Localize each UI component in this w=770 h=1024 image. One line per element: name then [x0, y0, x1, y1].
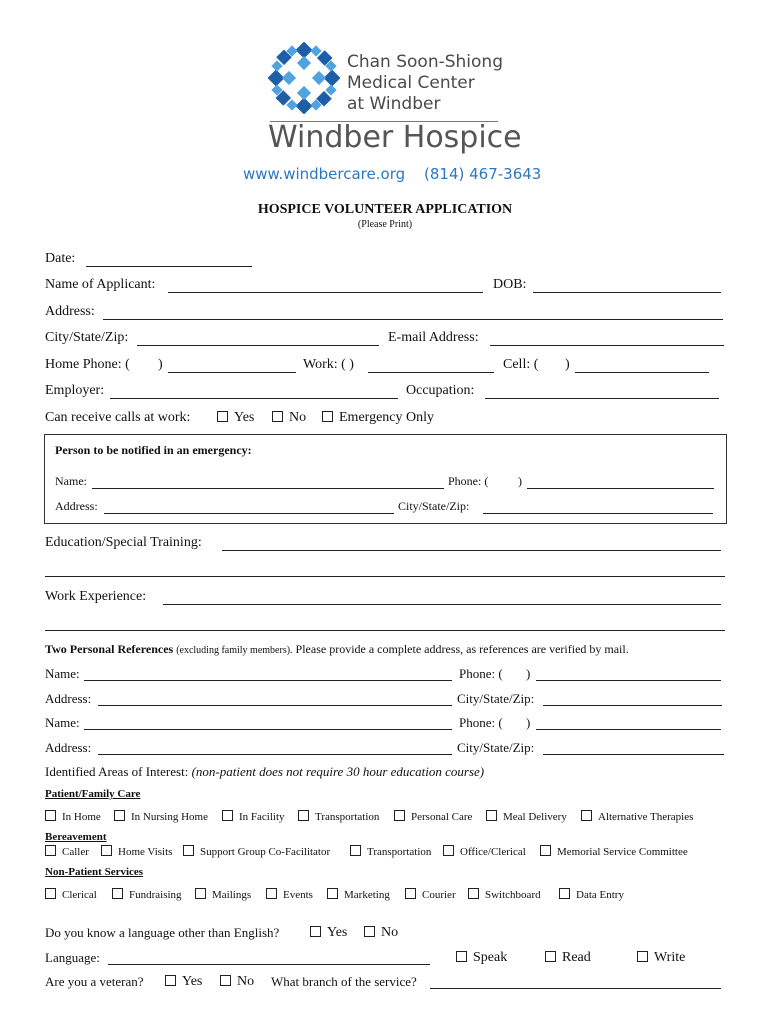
date-label: Date:: [45, 251, 76, 266]
read-label: Read: [562, 950, 591, 965]
language-write-checkbox[interactable]: [637, 950, 685, 966]
ref1-address-label: Address:: [45, 691, 92, 706]
references-heading-bold: Two Personal References: [45, 642, 174, 656]
references-heading: [45, 642, 629, 657]
checkbox-icon: [220, 975, 231, 986]
ref2-address-label: Address:: [45, 740, 92, 755]
email-field[interactable]: [490, 345, 724, 346]
language-yes-label: Yes: [327, 925, 348, 940]
dob-field[interactable]: [533, 292, 721, 293]
checkbox-icon: [165, 975, 176, 986]
option-label: Courier: [422, 889, 456, 901]
bereavement-caller-checkbox[interactable]: [45, 845, 89, 858]
bereavement-office-checkbox[interactable]: [443, 845, 526, 858]
checkbox-icon: [310, 926, 321, 937]
ref1-name-label: Name:: [45, 666, 80, 681]
nonpatient-switchboard-checkbox[interactable]: [468, 888, 541, 901]
emergency-address-label: Address:: [55, 499, 98, 513]
org-name-line2: Medical Center: [347, 73, 475, 93]
checkbox-icon: [45, 810, 56, 821]
nonpatient-heading: Non-Patient Services: [45, 866, 144, 878]
bereavement-support-group-checkbox[interactable]: [183, 845, 330, 858]
option-label: Alternative Therapies: [598, 811, 694, 823]
checkbox-icon: [405, 888, 416, 899]
patient-in-home-checkbox[interactable]: [45, 810, 101, 823]
employer-label: Employer:: [45, 383, 105, 398]
option-label: Transportation: [315, 811, 380, 823]
option-label: Support Group Co-Facilitator: [200, 846, 331, 858]
language-read-checkbox[interactable]: [545, 950, 591, 966]
org-name-line3: at Windber: [347, 94, 441, 114]
language-no-checkbox[interactable]: [364, 925, 398, 941]
option-label: Memorial Service Committee: [557, 846, 688, 858]
nonpatient-marketing-checkbox[interactable]: [327, 888, 390, 901]
education-label: Education/Special Training:: [45, 535, 202, 550]
work-experience-label: Work Experience:: [45, 589, 147, 604]
checkbox-icon: [443, 845, 454, 856]
checkbox-icon: [266, 888, 277, 899]
option-label: Personal Care: [411, 811, 473, 823]
patient-meal-delivery-checkbox[interactable]: [486, 810, 567, 823]
language-no-label: No: [381, 925, 399, 940]
patient-personal-care-checkbox[interactable]: [394, 810, 472, 823]
bereavement-transportation-checkbox[interactable]: [350, 845, 431, 858]
option-label: In Facility: [239, 811, 285, 823]
option-label: Meal Delivery: [503, 811, 567, 823]
work-experience-field[interactable]: [163, 604, 721, 605]
checkbox-icon: [394, 810, 405, 821]
veteran-no-label: No: [237, 974, 255, 989]
interests-label: [45, 764, 484, 780]
occupation-field[interactable]: [485, 398, 719, 399]
applicant-name-label: Name of Applicant:: [45, 277, 156, 292]
references-heading-rest: Please provide a complete address, as references are verified by mail.: [295, 642, 629, 656]
emergency-phone-label: Phone: (: [448, 474, 489, 488]
cell-phone-label: Cell: (: [503, 357, 539, 372]
calls-no-checkbox[interactable]: [272, 410, 306, 426]
nonpatient-clerical-checkbox[interactable]: [45, 888, 97, 901]
calls-emergency-checkbox[interactable]: [322, 410, 434, 426]
form-title: HOSPICE VOLUNTEER APPLICATION: [257, 202, 513, 217]
checkbox-icon: [183, 845, 194, 856]
checkbox-icon: [322, 411, 333, 422]
patient-facility-checkbox[interactable]: [222, 810, 285, 823]
emergency-phone-field[interactable]: [527, 488, 714, 489]
address-field[interactable]: [103, 319, 723, 320]
veteran-branch-field[interactable]: [430, 988, 721, 989]
language-field[interactable]: [108, 964, 430, 965]
home-phone-paren-close: ): [158, 357, 163, 372]
education-field-line2[interactable]: [45, 576, 725, 577]
calls-emergency-label: Emergency Only: [339, 410, 434, 425]
ref1-city-field[interactable]: [543, 705, 722, 706]
ref2-phone-field[interactable]: [536, 729, 721, 730]
nonpatient-fundraising-checkbox[interactable]: [112, 888, 182, 901]
option-label: Transportation: [367, 846, 432, 858]
website-link[interactable]: www.windbercare.org: [243, 165, 406, 183]
language-speak-checkbox[interactable]: [456, 950, 507, 966]
veteran-branch-label: What branch of the service?: [271, 974, 417, 989]
emergency-city-label: City/State/Zip:: [398, 499, 470, 513]
veteran-yes-label: Yes: [182, 974, 203, 989]
emergency-phone-paren-close: ): [518, 474, 522, 488]
cell-phone-field[interactable]: [575, 372, 709, 373]
bereavement-memorial-checkbox[interactable]: [540, 845, 688, 858]
header-phone: (814) 467-3643: [424, 165, 542, 183]
email-label: E-mail Address:: [388, 330, 479, 345]
ref2-name-field[interactable]: [84, 729, 452, 730]
emergency-city-field[interactable]: [483, 513, 713, 514]
checkbox-icon: [45, 888, 56, 899]
bereavement-heading: Bereavement: [45, 831, 107, 843]
option-label: Switchboard: [485, 889, 541, 901]
checkbox-icon: [486, 810, 497, 821]
veteran-yes-checkbox[interactable]: [165, 974, 202, 990]
checkbox-icon: [112, 888, 123, 899]
option-label: In Nursing Home: [131, 811, 208, 823]
checkbox-icon: [298, 810, 309, 821]
emergency-heading: Person to be notified in an emergency:: [55, 443, 252, 457]
ref1-address-field[interactable]: [98, 705, 452, 706]
option-label: Mailings: [212, 889, 252, 901]
ref1-phone-label: Phone: (: [459, 666, 503, 681]
ref2-city-field[interactable]: [543, 754, 724, 755]
emergency-address-field[interactable]: [104, 513, 394, 514]
hospice-name: Windber Hospice: [268, 120, 522, 155]
logo: [268, 42, 340, 114]
write-label: Write: [654, 950, 686, 965]
checkbox-icon: [350, 845, 361, 856]
checkbox-icon: [327, 888, 338, 899]
patient-nursing-home-checkbox[interactable]: [114, 810, 208, 823]
patient-care-heading: Patient/Family Care: [45, 788, 141, 800]
calls-yes-checkbox[interactable]: [217, 410, 254, 426]
cell-phone-paren-close: ): [565, 357, 570, 372]
checkbox-icon: [272, 411, 283, 422]
veteran-question: Are you a veteran?: [45, 974, 144, 989]
city-state-zip-field[interactable]: [137, 345, 379, 346]
language-label: Language:: [45, 950, 100, 965]
speak-label: Speak: [473, 950, 508, 965]
city-state-zip-label: City/State/Zip:: [45, 330, 129, 345]
checkbox-icon: [468, 888, 479, 899]
checkbox-icon: [559, 888, 570, 899]
option-label: Caller: [62, 846, 89, 858]
starburst-logo-icon: [268, 42, 340, 114]
work-phone-field[interactable]: [368, 372, 494, 373]
references-heading-small: (excluding family members).: [176, 645, 293, 656]
veteran-no-checkbox[interactable]: [220, 974, 254, 990]
option-label: Home Visits: [118, 846, 173, 858]
education-field[interactable]: [222, 550, 721, 551]
interests-label-text: Identified Areas of Interest:: [45, 764, 189, 779]
calls-yes-label: Yes: [234, 410, 255, 425]
work-experience-field-line2[interactable]: [45, 630, 725, 631]
checkbox-icon: [217, 411, 228, 422]
ref2-address-field[interactable]: [98, 754, 452, 755]
date-field[interactable]: [86, 266, 252, 267]
option-label: In Home: [62, 811, 101, 823]
checkbox-icon: [637, 951, 648, 962]
ref2-city-label: City/State/Zip:: [457, 740, 535, 755]
checkbox-icon: [222, 810, 233, 821]
applicant-name-field[interactable]: [168, 292, 483, 293]
checkbox-icon: [581, 810, 592, 821]
option-label: Office/Clerical: [460, 846, 526, 858]
language-question: Do you know a language other than English?: [45, 925, 280, 940]
bereavement-home-visits-checkbox[interactable]: [101, 845, 172, 858]
checkbox-icon: [364, 926, 375, 937]
nonpatient-mailings-checkbox[interactable]: [195, 888, 251, 901]
nonpatient-data-entry-checkbox[interactable]: [559, 888, 624, 901]
dob-label: DOB:: [493, 277, 527, 292]
option-label: Fundraising: [129, 889, 182, 901]
home-phone-label: Home Phone: (: [45, 357, 130, 372]
ref2-phone-label: Phone: (: [459, 715, 503, 730]
ref1-city-label: City/State/Zip:: [457, 691, 535, 706]
checkbox-icon: [45, 845, 56, 856]
emergency-name-field[interactable]: [92, 488, 444, 489]
occupation-label: Occupation:: [406, 383, 475, 398]
nonpatient-courier-checkbox[interactable]: [405, 888, 456, 901]
nonpatient-events-checkbox[interactable]: [266, 888, 313, 901]
ref2-phone-paren-close: ): [526, 715, 531, 730]
interests-note: (non-patient does not require 30 hour education course): [191, 764, 485, 779]
option-label: Marketing: [344, 889, 390, 901]
patient-transportation-checkbox[interactable]: [298, 810, 379, 823]
ref2-name-label: Name:: [45, 715, 80, 730]
form-subtitle: (Please Print): [357, 219, 413, 230]
option-label: Clerical: [62, 889, 97, 901]
calls-no-label: No: [289, 410, 307, 425]
patient-alt-therapies-checkbox[interactable]: [581, 810, 693, 823]
checkbox-icon: [195, 888, 206, 899]
emergency-name-label: Name:: [55, 474, 87, 488]
checkbox-icon: [101, 845, 112, 856]
calls-at-work-label: Can receive calls at work:: [45, 410, 191, 425]
option-label: Events: [283, 889, 313, 901]
ref1-phone-paren-close: ): [526, 666, 531, 681]
org-name-line1: Chan Soon-Shiong: [347, 52, 503, 72]
checkbox-icon: [545, 951, 556, 962]
address-label: Address:: [45, 304, 95, 319]
checkbox-icon: [456, 951, 467, 962]
option-label: Data Entry: [576, 889, 624, 901]
work-phone-label: Work: ( ): [303, 357, 354, 372]
home-phone-field[interactable]: [168, 372, 296, 373]
checkbox-icon: [540, 845, 551, 856]
checkbox-icon: [114, 810, 125, 821]
employer-field[interactable]: [110, 398, 398, 399]
language-yes-checkbox[interactable]: [310, 925, 347, 941]
ref1-name-field[interactable]: [84, 680, 452, 681]
ref1-phone-field[interactable]: [536, 680, 721, 681]
